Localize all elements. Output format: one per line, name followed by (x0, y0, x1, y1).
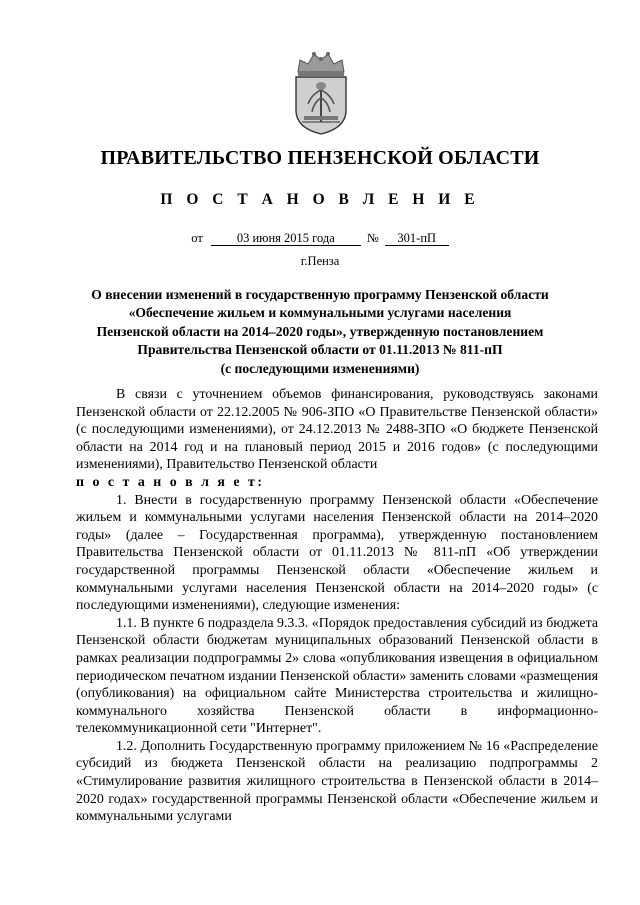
heading-line: Пензенской области на 2014–2020 годы», утвержденную постановлением (96, 323, 544, 339)
decree-word: п о с т а н о в л я е т: (76, 474, 265, 490)
document-number: 301-пП (385, 231, 449, 246)
penza-coat-of-arms-icon (284, 50, 358, 136)
document-heading (62, 286, 578, 378)
heading-line: О внесении изменений в государственную программу Пензенской области (91, 287, 549, 302)
item-1-2-paragraph: 1.2. Дополнить Государственную программу приложением № 16 «Распределение субсидий из бюджета Пензенской области на реализацию подпрограммы 2 «Стимулирование развития жилищного строительства в Пензенской области в 2014–2020 годах» государственной программы Пензенской области «Обеспечение жильем и коммунальными услугами (76, 738, 598, 825)
number-prefix: № (366, 231, 379, 245)
item-1-1-paragraph: 1.1. В пункте 6 подраздела 9.3.3. «Порядок предоставления субсидий из бюджета Пензенской области бюджетам муниципальных образований Пензенской области в рамках реализации подпрограммы 2» слова «опубликования извещения в официальном периодическом печатном издании Пензенской области» заменить словами «размещения (опубликования) на официальном сайте Министерства строительства и жилищно-коммунального хозяйства Пензенской области в информационно-телекоммуникационной сети "Интернет". (76, 615, 598, 737)
date-prefix: от (191, 231, 203, 245)
heading-line: «Обеспечение жильем и коммунальными услугами населения (128, 305, 512, 321)
document-body (76, 386, 598, 826)
heading-line: Правительства Пензенской области от 01.11.2013 № 811-пП (137, 342, 503, 358)
heading-line: (с последующими изменениями) (220, 360, 420, 376)
intro-paragraph: В связи с уточнением объемов финансирования, руководствуясь законами Пензенской области от 22.12.2005 № 906-ЗПО «О Правительстве Пензенской области» (с последующими изменениями), от 24.12.2013 № 2488-ЗПО «О бюджете Пензенской области на 2014 год и на плановый период 2015 и 2016 годов» (с последующими изменениями), Правительство Пензенской области (76, 387, 598, 473)
document-date: 03 июня 2015 года (211, 231, 361, 246)
decree-word-paragraph (76, 474, 598, 492)
city: г.Пенза (300, 254, 340, 268)
date-number-row (0, 231, 640, 246)
document-type: П О С Т А Н О В Л Е Н И Е (160, 191, 480, 208)
item-1-paragraph: 1. Внести в государственную программу Пензенской области «Обеспечение жильем и коммунальными услугами населения Пензенской области на 2014–2020 годы» (далее – Государственная программа), утвержденную постановлением Правительства Пензенской области от 01.11.2013 № 811-пП «Об утверждении государственной программы Пензенской области «Обеспечение жильем и коммунальными услугами населения Пензенской области на 2014–2020 годы» (с последующими изменениями), следующие изменения: (76, 492, 598, 614)
government-title: ПРАВИТЕЛЬСТВО ПЕНЗЕНСКОЙ ОБЛАСТИ (100, 147, 540, 169)
